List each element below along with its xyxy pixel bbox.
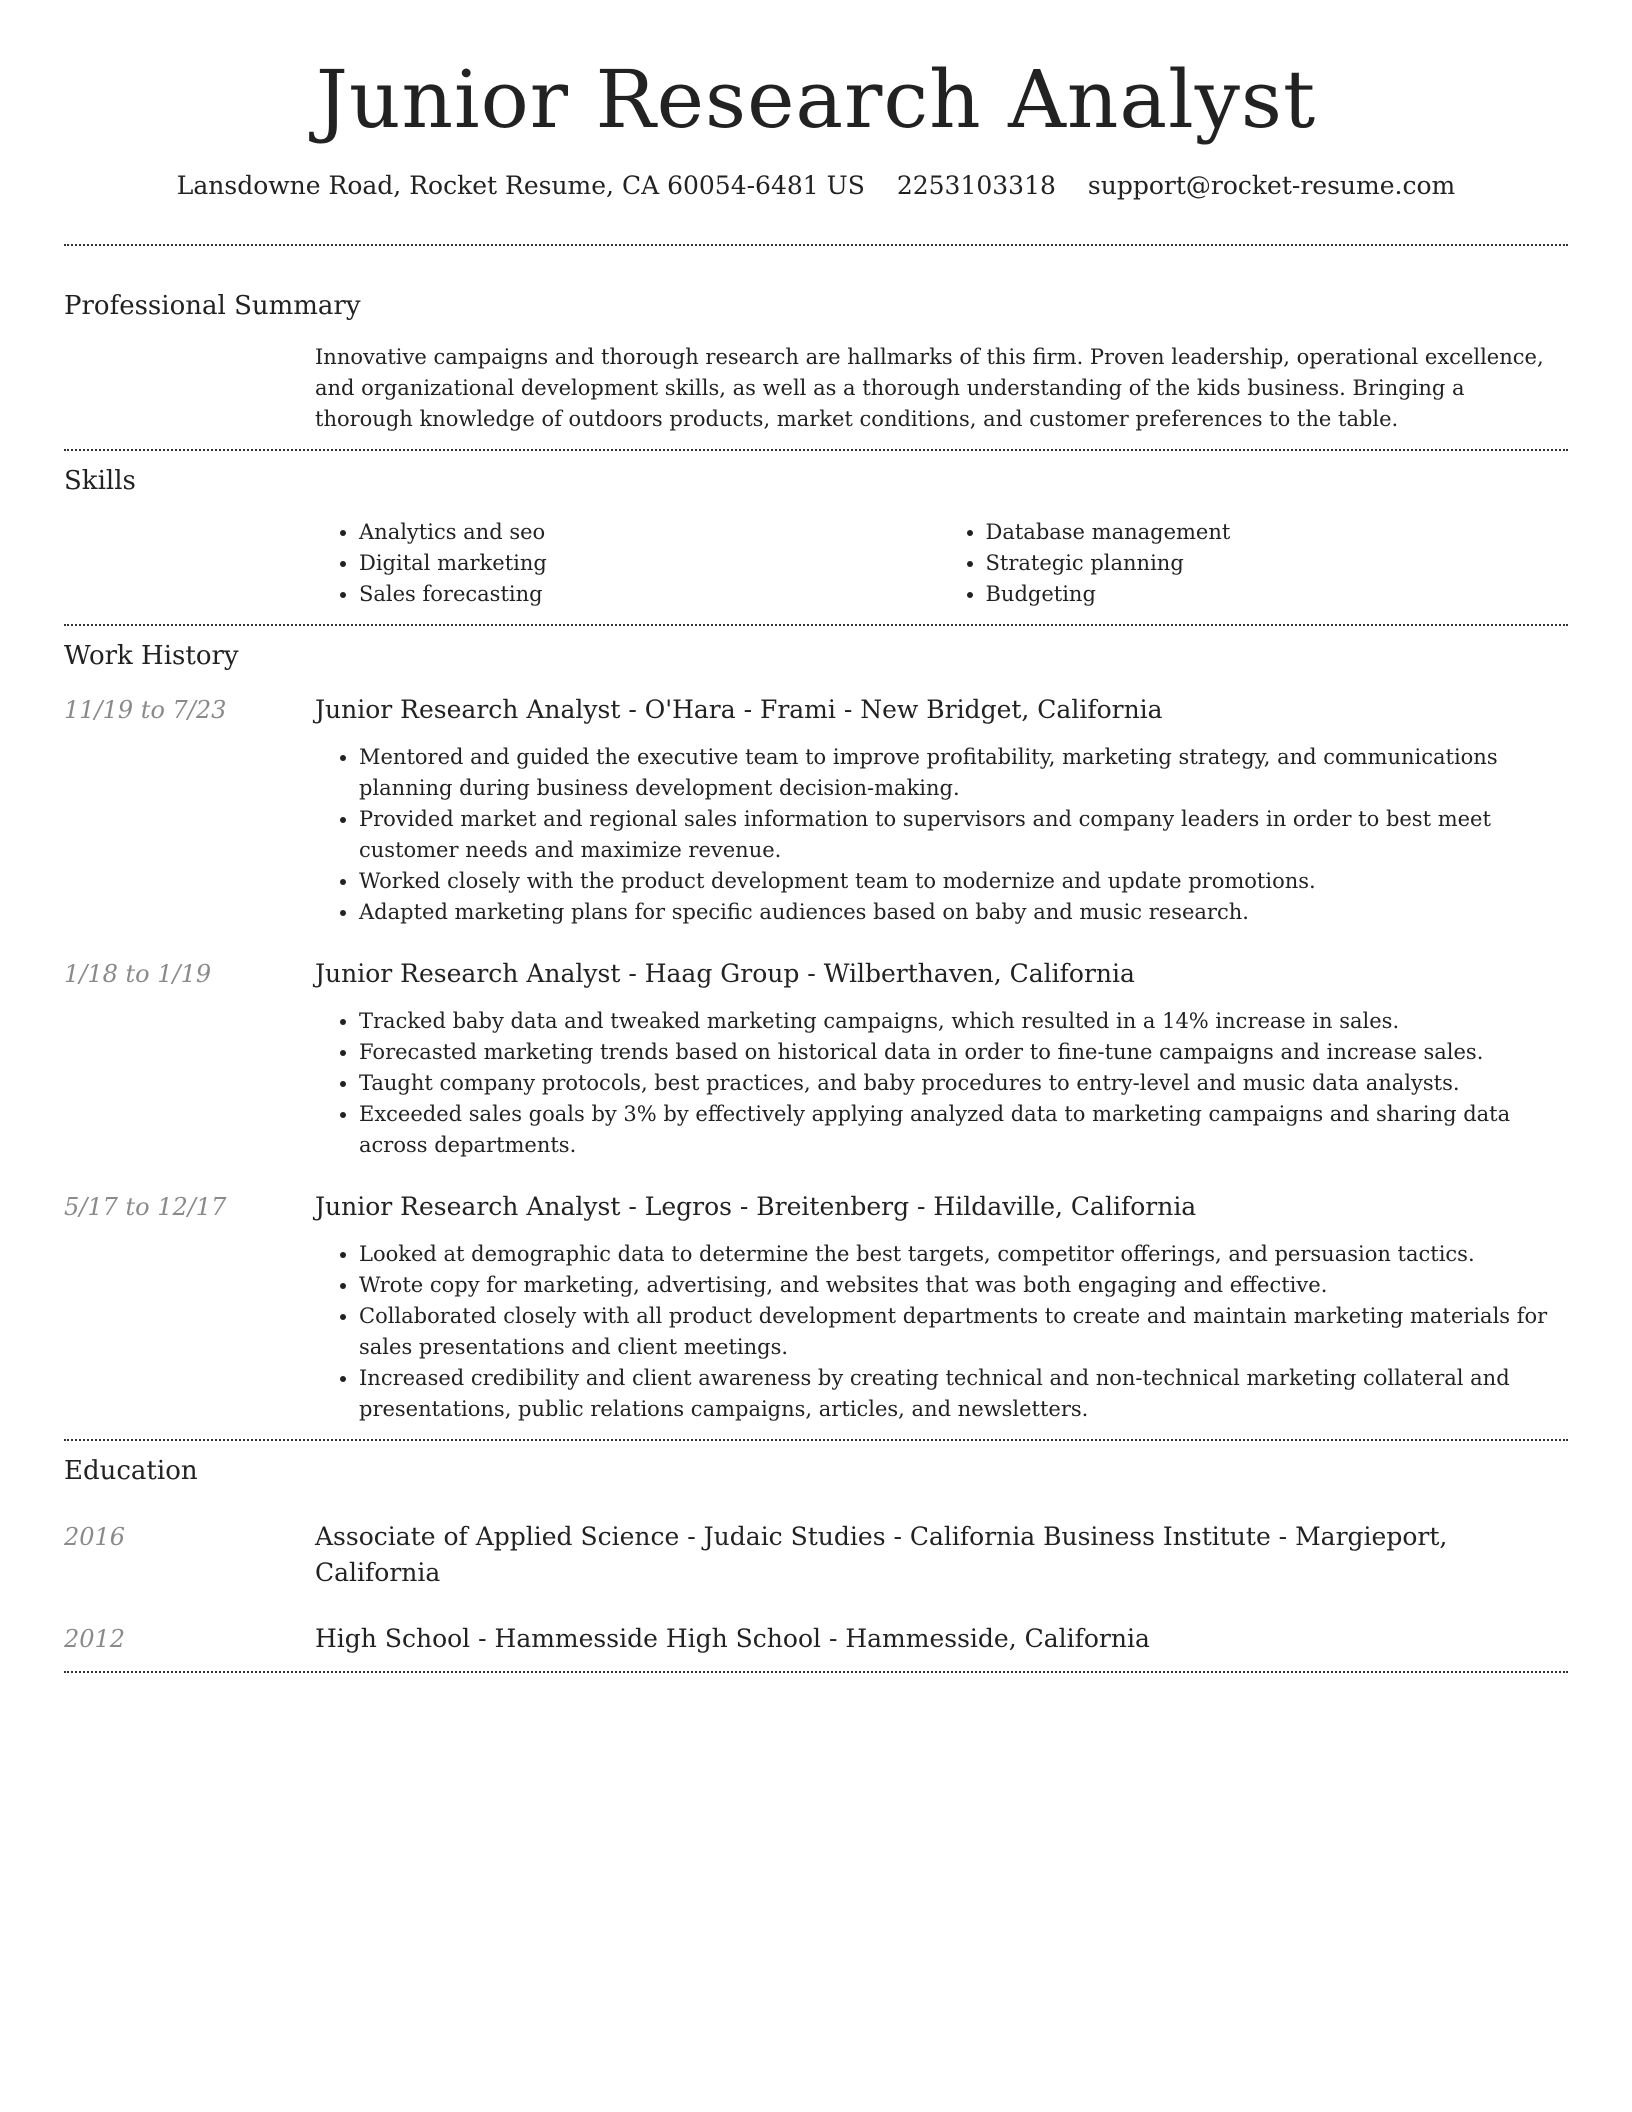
job-bullet: • Taught company protocols, best practices, and baby procedures to entry-level and music data analysts. (359, 1068, 1568, 1099)
job-bullet: • Looked at demographic data to determine the best targets, competitor offerings, and persuasion tactics. (359, 1239, 1568, 1270)
job-bullet: • Worked closely with the product development team to modernize and update promotions. (359, 866, 1568, 897)
job-bullets (315, 1239, 1568, 1425)
education-heading-line: Associate of Applied Science - Judaic Studies - California Business Institute - Margieport, California (315, 1522, 1448, 1587)
skills-grid (315, 517, 1568, 610)
work-history-section (64, 626, 1568, 1439)
job-body (315, 956, 1568, 1161)
job-heading: Junior Research Analyst - Haag Group - Wilberthaven, California (315, 959, 1135, 988)
job-heading: Junior Research Analyst - O'Hara - Frami - New Bridget, California (315, 695, 1163, 724)
summary-heading: Professional Summary (64, 291, 361, 321)
job-bullets (315, 742, 1568, 928)
education-section (64, 1441, 1568, 1671)
education-heading: Education (64, 1456, 198, 1486)
job-dates: 1/18 to 1/19 (64, 960, 212, 988)
skill-item: • Digital marketing (359, 548, 942, 579)
skill-item: • Analytics and seo (359, 517, 942, 548)
resume-header (64, 0, 1568, 204)
job-dates: 5/17 to 12/17 (64, 1193, 227, 1221)
job-bullet: • Exceeded sales goals by 3% by effectively applying analyzed data to marketing campaigns and sharing data across departments. (359, 1099, 1568, 1161)
summary-text: Innovative campaigns and thorough research are hallmarks of this firm. Proven leadership, operational excellence, and organizational development skills, as well as a thorough understanding of the kids business. Bringing a thorough knowledge of outdoors products, market conditions, and customer preferences to the table. (315, 345, 1544, 431)
education-entry (64, 1519, 1568, 1591)
work-history-heading: Work History (64, 641, 239, 671)
job-bullet: • Forecasted marketing trends based on historical data in order to fine-tune campaigns and increase sales. (359, 1037, 1568, 1068)
skill-item: • Database management (986, 517, 1569, 548)
contact-line (64, 168, 1568, 204)
candidate-name: Junior Research Analyst (315, 53, 1317, 146)
skill-item: • Strategic planning (986, 548, 1569, 579)
skills-heading: Skills (64, 466, 136, 496)
contact-phone: 2253103318 (896, 171, 1056, 200)
education-year: 2012 (64, 1625, 126, 1653)
job-bullet: • Wrote copy for marketing, advertising, and websites that was both engaging and effective. (359, 1270, 1568, 1301)
job-body (315, 692, 1568, 928)
summary-section (64, 246, 1568, 449)
job-entry (64, 692, 1568, 928)
education-year: 2016 (64, 1523, 126, 1551)
job-bullet: • Increased credibility and client awareness by creating technical and non-technical marketing collateral and presentations, public relations campaigns, articles, and newsletters. (359, 1363, 1568, 1425)
job-heading: Junior Research Analyst - Legros - Breitenberg - Hildaville, California (315, 1192, 1197, 1221)
skills-section (64, 451, 1568, 624)
job-body (315, 1189, 1568, 1425)
education-entry (64, 1621, 1568, 1657)
job-bullet: • Mentored and guided the executive team to improve profitability, marketing strategy, and communications planning during business development decision-making. (359, 742, 1568, 804)
contact-address: Lansdowne Road, Rocket Resume, CA 60054-6481 US (176, 171, 865, 200)
job-entry (64, 1189, 1568, 1425)
job-bullets (315, 1006, 1568, 1161)
job-bullet: • Provided market and regional sales information to supervisors and company leaders in order to best meet customer needs and maximize revenue. (359, 804, 1568, 866)
education-heading-line: High School - Hammesside High School - Hammesside, California (315, 1624, 1150, 1653)
skills-column-left (315, 517, 942, 610)
skill-item: • Sales forecasting (359, 579, 942, 610)
job-bullet: • Collaborated closely with all product development departments to create and maintain marketing materials for sales presentations and client meetings. (359, 1301, 1568, 1363)
job-bullet: • Adapted marketing plans for specific audiences based on baby and music research. (359, 897, 1568, 928)
skill-item: • Budgeting (986, 579, 1569, 610)
skills-column-right (942, 517, 1569, 610)
section-divider (64, 1671, 1568, 1673)
job-dates: 11/19 to 7/23 (64, 696, 227, 724)
contact-email: support@rocket-resume.com (1087, 171, 1456, 200)
job-entry (64, 956, 1568, 1161)
job-bullet: • Tracked baby data and tweaked marketing campaigns, which resulted in a 14% increase in sales. (359, 1006, 1568, 1037)
